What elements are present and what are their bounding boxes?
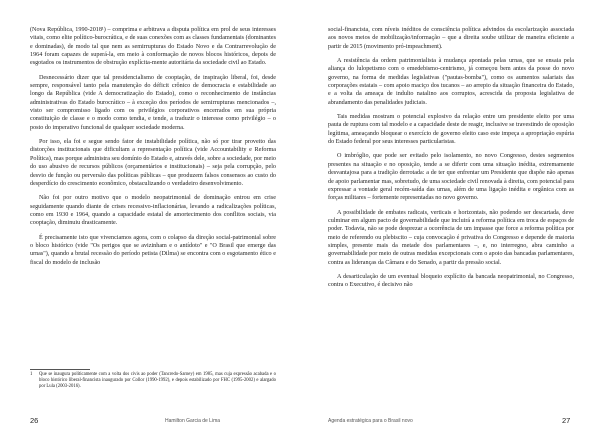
paragraph: A possibilidade de embates radicais, verticais e horizontais, não podendo ser descartada, deve culminar em algum pacto de governabilidade que incluirá a reforma política em troca de espaços de poder. Todavia, não se pode desprezar a ocorrência de um impasse que force a reforma política por meio de referendo ou plebiscito – cuja convocação é privativa do Congresso e depende de maioria simples, presente mais da metade dos parlamentares –, e, no interregno, abra caminho a governabilidade por meio de outras medidas excepcionais com o apoio das bancadas parlamentares, contra as lideranças da Câmara e do Senado, a partir da pressão social.	[328, 209, 574, 266]
paragraph: A resistência da ordem patrimonialista à mudança apontada pelas urnas, que se ensaia pela aliança do lulopetismo com o emedebismo-centrismo, já começou bem antes da posse do novo governo, na forma de medidas legislativas ("pautas-bomba"), como os aumentos salariais das corporações estatais – com apoio maciço dos tucanos – ao arrepio da situação financeira do Estado, e a volta da ameaça de indulto natalino aos corruptos, acrescida da proposta legislativa de abrandamento das penalidades judiciais.	[328, 58, 574, 106]
paragraph: É precisamente isto que vivenciamos agora, com o colapso da direção social-patrimonial sobre o bloco histórico (vide "Os perigos que se avizinham e o antídoto" e "O Brasil que emerge das urnas"), quando a brutal recessão do período petista (Dilma) se encontra com o esgotamento ético e fiscal do modelo de inclusão	[30, 234, 276, 266]
page-number-right: 27	[562, 416, 571, 425]
left-text-column	[30, 26, 276, 267]
footnote-number: 1	[30, 372, 33, 377]
running-head-author: Hamilton Garcia de Lima	[165, 418, 221, 424]
page-number-left: 26	[30, 416, 39, 425]
paragraph: Não foi por outro motivo que o modelo neopatrimonial de dominação entrou em crise seguidamente quando diante de crises recessivo-inflacionárias, levando a radicalizações políticas, como em 1930 e 1964, quando a capacidade estatal de amortecimento dos conflitos sociais, via cooptação, diminuiu drasticamente.	[30, 195, 276, 227]
paragraph: social-financista, com níveis inéditos de consciência política advindos da escolarização associada aos novos meios de mobilização/informação – que a direita soube utilizar de maneira eficiente a partir de 2015 (movimento pró-impeachment).	[328, 27, 574, 50]
footnote-text: Que se inaugura politicamente com a volta dos civis ao poder (Tancredo-Sarney) em 1985, mas cuja expressão acabada e o bloco histórico liberal-financista inaugurado por Collor (1990-1992), e depois estabilizado por FHC (1995-2002) e alargado por Lula (2003-2016).	[39, 372, 276, 390]
paragraph: Tais medidas mostram o potencial explosivo da relação entre um presidente eleito por uma pauta de ruptura com tal modelo e a capacidade deste de reagir, inclusive se travestindo de oposição legítima, ameaçando bloquear o exercício de governo eleito caso este impeça a apropriação espúria do Estado federal por seus interesses particularistas.	[328, 114, 574, 146]
running-head-title: Agenda estratégica para o Brasil novo	[328, 418, 413, 424]
footnote	[30, 372, 276, 391]
right-page	[300, 0, 600, 444]
paragraph: A desarticulação de um eventual bloqueio explícito da bancada neopatrimonial, no Congresso, contra o Executivo, é decisivo não	[328, 273, 574, 289]
paragraph: Por isso, ela foi e segue sendo fator de instabilidade política, não só por tirar proveito das distorções institucionais que dificultam a representação política (vide Accountability e Reforma Política), mas porque administra seu domínio do Estado e, através dele, sobre a sociedade, por meio do uso abusivo de recursos públicos (orçamentários e institucionais) – seja pela corrupção, pelo desvio de função ou perversão das políticas públicas – que produzem falsos consensos ao custo do desperdício do crescimento econômico, obstaculizando o verdadeiro desenvolvimento.	[30, 139, 276, 187]
paragraph: Desnecessário dizer que tal presidencialismo de cooptação, de inspiração liberal, foi, desde sempre, responsável tanto pela manutenção do déficit crônico de democracia e estabilidade ao longo da República (vide A democratização do Estado), como o reconhecimento de instâncias administrativas do Estado burocrático – à exceção dos períodos de semirrupturas mencionados –, visto ser compromisso ligado com os privilégios corporativos encerrados em sua própria constituição de classe e o modo como tendia, e tende, a traduzir o interesse como privilégio – o posto do imperativo funcional de qualquer sociedade moderna.	[30, 74, 276, 131]
paragraph: O imbróglio, que pode ser evitado pelo isolamento, no novo Congresso, destes segmentos presentes na situação e no oposição, tende a se diferir com uma situação inédita, extremamente desvantajosa para a tradição derrotada: a de ter que enfrentar um Presidente que dispõe não apenas de apoio parlamentar mas, sobretudo, de uma sociedade civil renovada à direita, com potencial para expressar a vontade geral recém-saída das urnas, além de uma ligação inédita e orgânica com as forças militares – fortemente representadas no novo governo.	[328, 153, 574, 202]
right-text-column	[328, 26, 574, 290]
footnote-rule	[30, 369, 90, 370]
paragraph: (Nova República, 1990-2018¹) – comprima e arbitrava a disputa política em prol de seus interesses vitais, como elite político-burocrática, e de suas conexões com as classes fundamentais (dominantes e dominadas), de modo tal que nem as semirrupturas do Estado Novo e da Contrarrevolução de 1964 foram capazes de superá-la, em meio à conformação de novos blocos históricos, depois de esgotados os instrumentos de obstrução explícita-mente autoritária da sociedade civil ao Estado.	[30, 27, 276, 67]
